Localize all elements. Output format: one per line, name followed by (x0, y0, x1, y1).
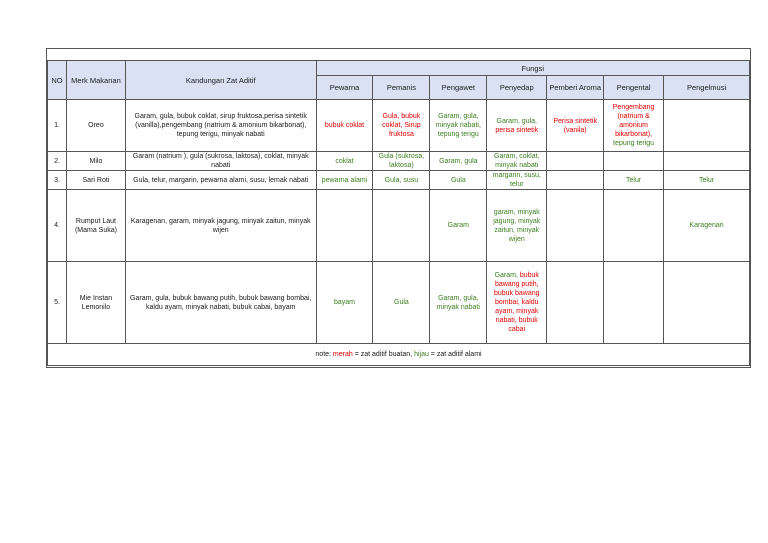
cell-text: Garam, gula, minyak nabati (436, 294, 480, 311)
cell-text: Gula (sukrosa, laktosa) (378, 153, 425, 169)
brand-cell: Oreo (66, 100, 125, 152)
cell-penyedap (487, 262, 547, 344)
contents-cell: Garam, gula, bubuk bawang putih, bubuk bawang bombai, kaldu ayam, minyak nabati, bubuk cabai, bayam (125, 262, 316, 344)
contents-cell: Garam, gula, bubuk coklat, sirup fruktosa,perisa sintetik (vanilla),pengembang (natrium & amonium bikarbonat), tepung terigu, minyak nabati (125, 100, 316, 152)
additives-table (47, 60, 750, 366)
contents-cell: Garam (natrium ), gula (sukrosa, laktosa), coklat, minyak nabati (125, 152, 316, 171)
cell-penyedap (487, 152, 547, 171)
header-pengelmusi: Pengelmusi (664, 76, 750, 100)
cell-pemanis (373, 100, 430, 152)
cell-text: pewarna alami (321, 176, 368, 184)
cell-pemberi-aroma (547, 100, 604, 152)
cell-text: bubuk bawang putih, bubuk bawang bombai, kaldu ayam, minyak nabati, bubuk cabai (493, 272, 540, 333)
cell-pengelmusi (664, 190, 750, 262)
cell-text: garam, minyak jagung, minyak zaitun, minyak wijen (493, 208, 541, 243)
contents-cell: Gula, telur, margarin, pewarna alami, susu, lemak nabati (125, 171, 316, 190)
cell-text: Garam, gula (439, 157, 478, 165)
cell-pewarna (316, 100, 373, 152)
cell-pemberi-aroma (547, 171, 604, 190)
cell-pewarna (316, 262, 373, 344)
cell-pemanis (373, 152, 430, 171)
cell-pengawet (430, 100, 487, 152)
table-row (48, 152, 750, 171)
cell-pewarna (316, 190, 373, 262)
cell-pengelmusi (664, 262, 750, 344)
cell-text: Karagenan (689, 222, 724, 229)
header-pewarna: Pewarna (316, 76, 373, 100)
row-number: 5. (48, 262, 67, 344)
cell-penyedap (487, 100, 547, 152)
cell-text: Garam, gula, minyak nabati, tepung terigu (435, 113, 481, 138)
cell-text: bubuk coklat (324, 122, 365, 129)
cell-text: Perisa sintetik (vanila) (553, 117, 597, 134)
cell-text: perisa sintetik (495, 126, 539, 134)
cell-pengental (604, 190, 664, 262)
header-pemberi-aroma: Pemberi Aroma (547, 76, 604, 100)
cell-text: bayam (333, 299, 355, 306)
cell-text: Garam, coklat, minyak nabati (494, 153, 540, 169)
contents-cell: Karagenan, garam, minyak jagung, minyak zaitun, minyak wijen (125, 190, 316, 262)
cell-text: Telur (626, 176, 642, 184)
cell-pemanis (373, 262, 430, 344)
row-number: 2. (48, 152, 67, 171)
note-suffix: = zat aditif alami (428, 351, 482, 358)
cell-pengawet (430, 262, 487, 344)
cell-text: tepung terigu (613, 140, 655, 147)
header-pemanis: Pemanis (373, 76, 430, 100)
cell-text: Gula (394, 299, 409, 306)
cell-pengelmusi (664, 100, 750, 152)
header-penyedap: Penyedap (487, 76, 547, 100)
cell-text: Garam (447, 222, 470, 229)
cell-text: Pengembang (natrium & amonium bikarbonat), (612, 104, 655, 138)
legend-note (48, 344, 750, 366)
table-row (48, 262, 750, 344)
row-number: 4. (48, 190, 67, 262)
cell-pengental (604, 100, 664, 152)
cell-text: margarin, susu, telur (492, 172, 541, 188)
cell-text: Gula, susu (384, 176, 419, 184)
cell-text: Telur (698, 176, 715, 184)
brand-cell: Mie Instan Lemonilo (66, 262, 125, 344)
header-no: NO (48, 61, 67, 100)
table-row (48, 190, 750, 262)
cell-penyedap (487, 190, 547, 262)
cell-pengelmusi (664, 152, 750, 171)
spreadsheet (46, 48, 751, 368)
cell-text: Gula, bubuk coklat, Sirup fruktosa (382, 113, 421, 138)
note-red-word: merah (332, 351, 353, 358)
header-contents: Kandungan Zat Aditif (125, 61, 316, 100)
cell-pemberi-aroma (547, 190, 604, 262)
note-green-word: hijau (414, 351, 429, 358)
header-pengawet: Pengawet (430, 76, 487, 100)
cell-pengental (604, 262, 664, 344)
table-row (48, 100, 750, 152)
cell-pengental (604, 152, 664, 171)
header-function-group: Fungsi (316, 61, 749, 76)
brand-cell: Sari Roti (66, 171, 125, 190)
note-prefix: note: (315, 351, 333, 358)
cell-text: coklat (335, 157, 354, 165)
cell-pengental (604, 171, 664, 190)
cell-pemanis (373, 171, 430, 190)
cell-penyedap (487, 171, 547, 190)
brand-cell: Rumput Laut (Mama Suka) (66, 190, 125, 262)
header-brand: Merk Makanan (66, 61, 125, 100)
cell-pewarna (316, 171, 373, 190)
note-mid: = zat aditif buatan, (352, 351, 415, 358)
cell-pemanis (373, 190, 430, 262)
cell-text: Garam, gula, (496, 117, 537, 125)
cell-pemberi-aroma (547, 152, 604, 171)
cell-pengelmusi (664, 171, 750, 190)
header-pengental: Pengental (604, 76, 664, 100)
cell-pengawet (430, 190, 487, 262)
brand-cell: Milo (66, 152, 125, 171)
row-number: 1. (48, 100, 67, 152)
cell-pewarna (316, 152, 373, 171)
cell-pengawet (430, 171, 487, 190)
table-row (48, 171, 750, 190)
cell-text: Gula (450, 176, 466, 184)
row-number: 3. (48, 171, 67, 190)
cell-pengawet (430, 152, 487, 171)
cell-pemberi-aroma (547, 262, 604, 344)
cell-text: Garam, (494, 272, 520, 279)
